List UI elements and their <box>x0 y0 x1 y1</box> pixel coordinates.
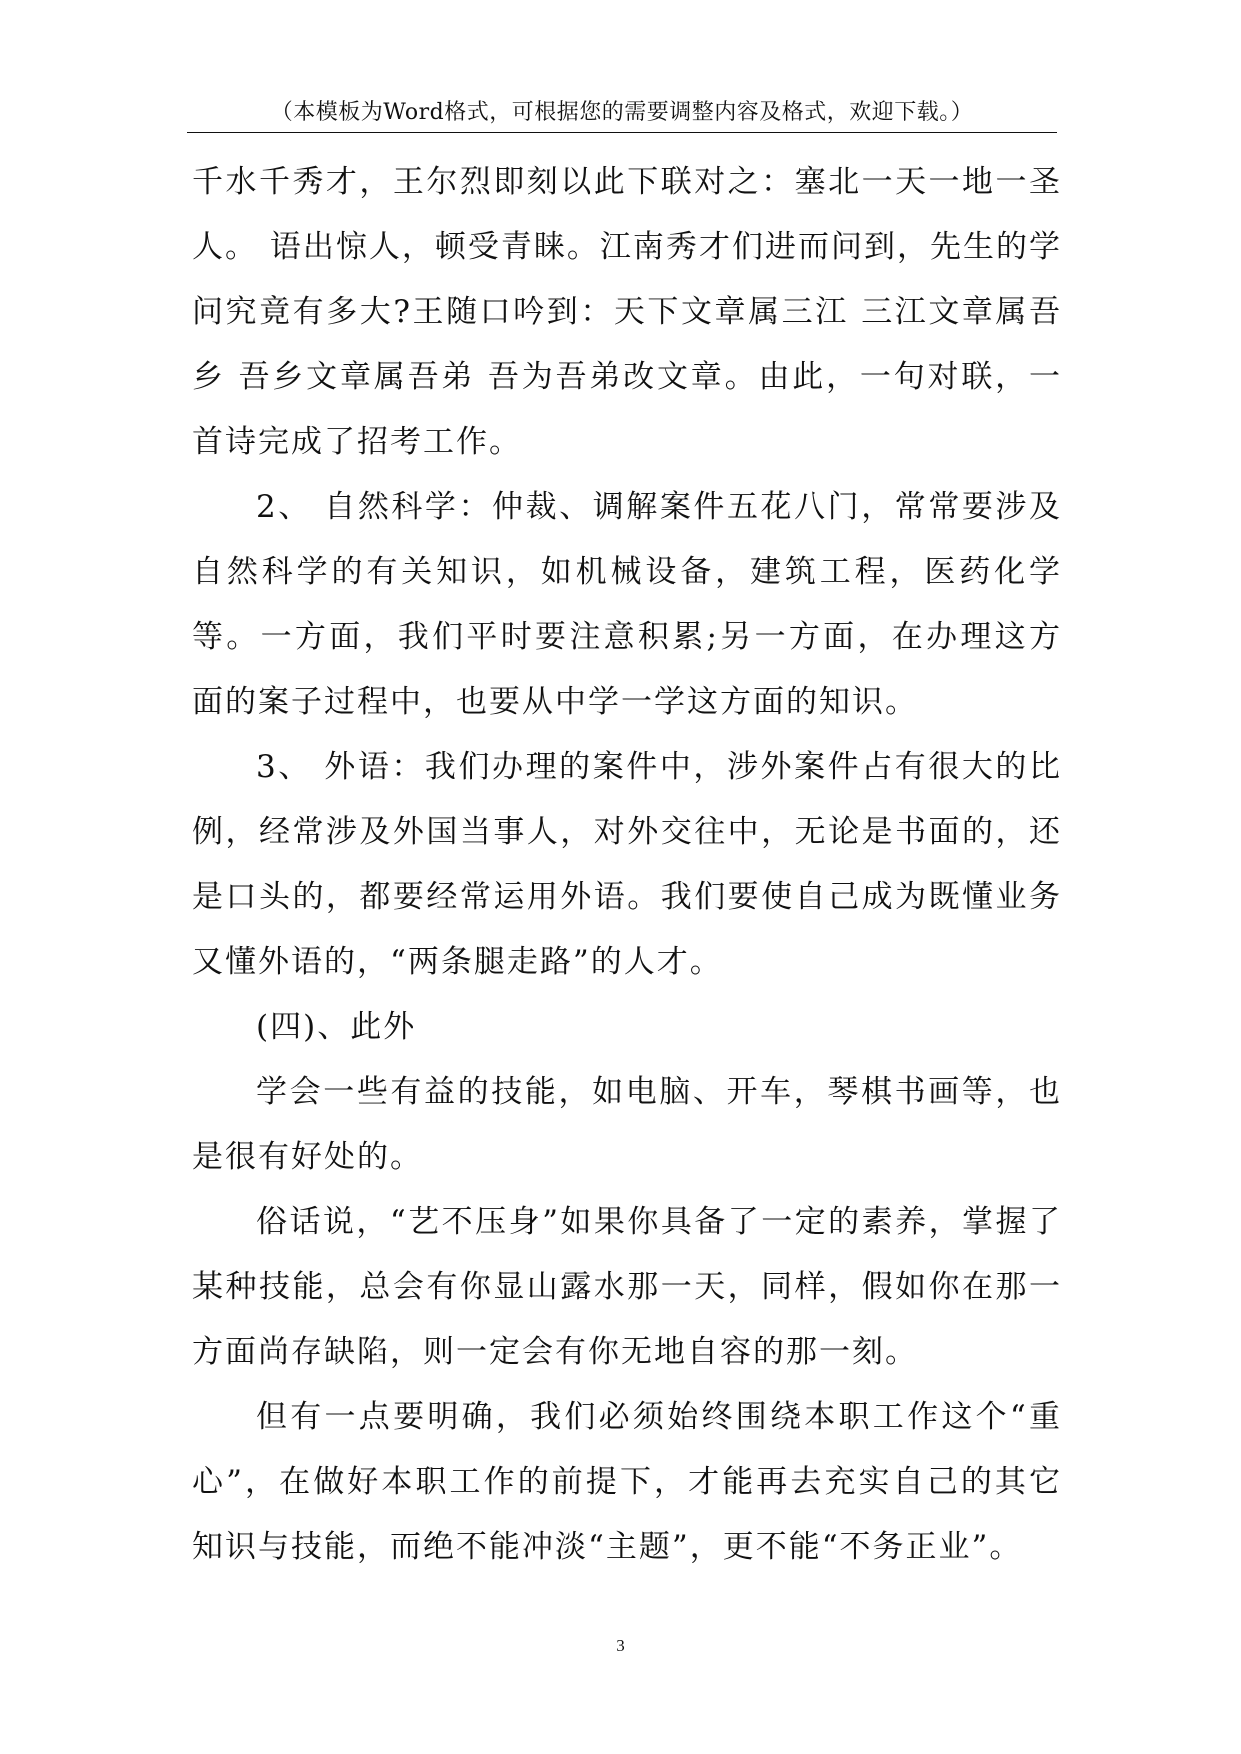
document-body <box>192 150 1062 1580</box>
section-heading-4: (四)、此外 <box>256 1009 417 1045</box>
paragraph-proverb: 俗话说，“艺不压身”如果你具备了一定的素养，掌握了某种技能，总会有你显山露水那一天，同样，假如你在那一方面尚存缺陷，则一定会有你无地自容的那一刻。 <box>192 1204 1062 1370</box>
template-header-note: （本模板为Word格式，可根据您的需要调整内容及格式，欢迎下载。） <box>270 100 974 125</box>
paragraph-1: 千水千秀才，王尔烈即刻以此下联对之：塞北一天一地一圣人。 语出惊人，顿受青睐。江南秀才们进而问到，先生的学问究竟有多大?王随口吟到：天下文章属三江 三江文章属吾乡 吾乡文章属吾弟 吾为吾弟改文章。由此，一句对联，一首诗完成了招考工作。 <box>192 164 1062 460</box>
page-number: 3 <box>616 1636 625 1655</box>
header-divider <box>187 132 1057 133</box>
paragraph-conclusion: 但有一点要明确，我们必须始终围绕本职工作这个“重心”，在做好本职工作的前提下，才能再去充实自己的其它知识与技能，而绝不能冲淡“主题”，更不能“不务正业”。 <box>192 1399 1062 1565</box>
paragraph-natural-science: 2、 自然科学：仲裁、调解案件五花八门，常常要涉及自然科学的有关知识，如机械设备，建筑工程，医药化学等。一方面，我们平时要注意积累;另一方面，在办理这方面的案子过程中，也要从中学一学这方面的知识。 <box>192 489 1062 720</box>
paragraph-foreign-language: 3、 外语：我们办理的案件中，涉外案件占有很大的比例，经常涉及外国当事人，对外交往中，无论是书面的，还是口头的，都要经常运用外语。我们要使自己成为既懂业务又懂外语的，“两条腿走路”的人才。 <box>192 749 1062 980</box>
paragraph-skills: 学会一些有益的技能，如电脑、开车，琴棋书画等，也是很有好处的。 <box>192 1074 1062 1175</box>
